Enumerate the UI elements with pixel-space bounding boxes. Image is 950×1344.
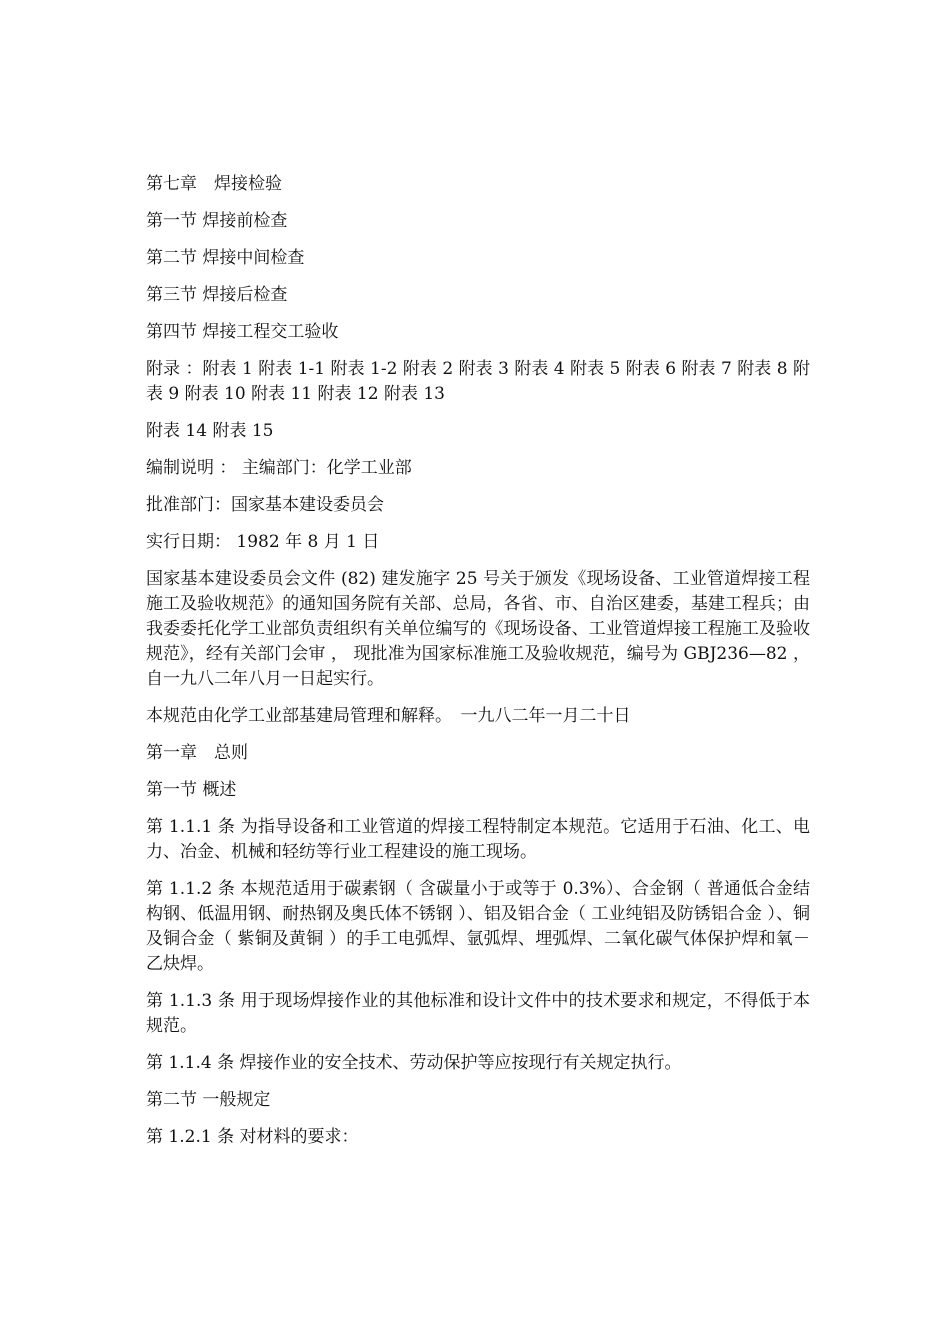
approval-department: 批准部门：国家基本建设委员会 (146, 495, 384, 515)
clause-1-1-4: 第 1.1.4 条 焊接作业的安全技术、劳动保护等应按现行有关规定执行。 (146, 1053, 682, 1073)
document-body (146, 172, 816, 1162)
effective-date: 实行日期： 1982 年 8 月 1 日 (146, 532, 380, 552)
chapter-7-heading: 第七章 焊接检验 (146, 174, 282, 194)
section-heading: 第一节 焊接前检查 (146, 211, 288, 231)
clause-1-1-3: 第 1.1.3 条 用于现场焊接作业的其他标准和设计文件中的技术要求和规定，不得低于本规范。 (146, 991, 810, 1036)
section-heading: 第三节 焊接后检查 (146, 285, 288, 305)
issuing-notice: 国家基本建设委员会文件 (82) 建发施字 25 号关于颁发《现场设备、工业管道焊接工程施工及验收规范》的通知国务院有关部、总局，各省、市、自治区建委，基建工程兵；由我委委托化学工业部负责组织有关单位编写的《现场设备、工业管道焊接工程施工及验收规范》，经有关部门会审 ， 现批准为国家标准施工及验收规范，编号为 GBJ236—82 ， 自一九八二年八月一日起实行。 (146, 569, 816, 689)
section-heading: 第四节 焊接工程交工验收 (146, 322, 339, 342)
section-heading: 第二节 焊接中间检查 (146, 248, 305, 268)
clause-1-1-2: 第 1.1.2 条 本规范适用于碳素钢（ 含碳量小于或等于 0.3%）、合金钢（ 普通低合金结构钢、低温用钢、耐热钢及奥氏体不锈钢 ）、铝及铝合金（ 工业纯铝及防锈铝合金 ）、铜及铜合金（ 紫铜及黄铜 ）的手工电弧焊、氩弧焊、埋弧焊、二氧化碳气体保护焊和氧－乙炔焊。 (146, 879, 810, 974)
appendix-list: 附录 ：附表 1 附表 1-1 附表 1-2 附表 2 附表 3 附表 4 附表 5 附表 6 附表 7 附表 8 附表 9 附表 10 附表 11 附表 12 附表 13 (146, 359, 810, 404)
section-heading: 第二节 一般规定 (146, 1090, 271, 1110)
clause-1-1-1: 第 1.1.1 条 为指导设备和工业管道的焊接工程特制定本规范。它适用于石油、化工、电力、冶金、机械和轻纺等行业工程建设的施工现场。 (146, 817, 810, 862)
section-heading: 第一节 概述 (146, 780, 237, 800)
appendix-list-continued: 附表 14 附表 15 (146, 421, 274, 441)
editor-department: 编制说明 ： 主编部门：化学工业部 (146, 458, 412, 478)
clause-1-2-1: 第 1.2.1 条 对材料的要求： (146, 1127, 359, 1147)
administration-note: 本规范由化学工业部基建局管理和解释。 一九八二年一月二十日 (146, 706, 631, 726)
chapter-1-heading: 第一章 总则 (146, 743, 248, 763)
